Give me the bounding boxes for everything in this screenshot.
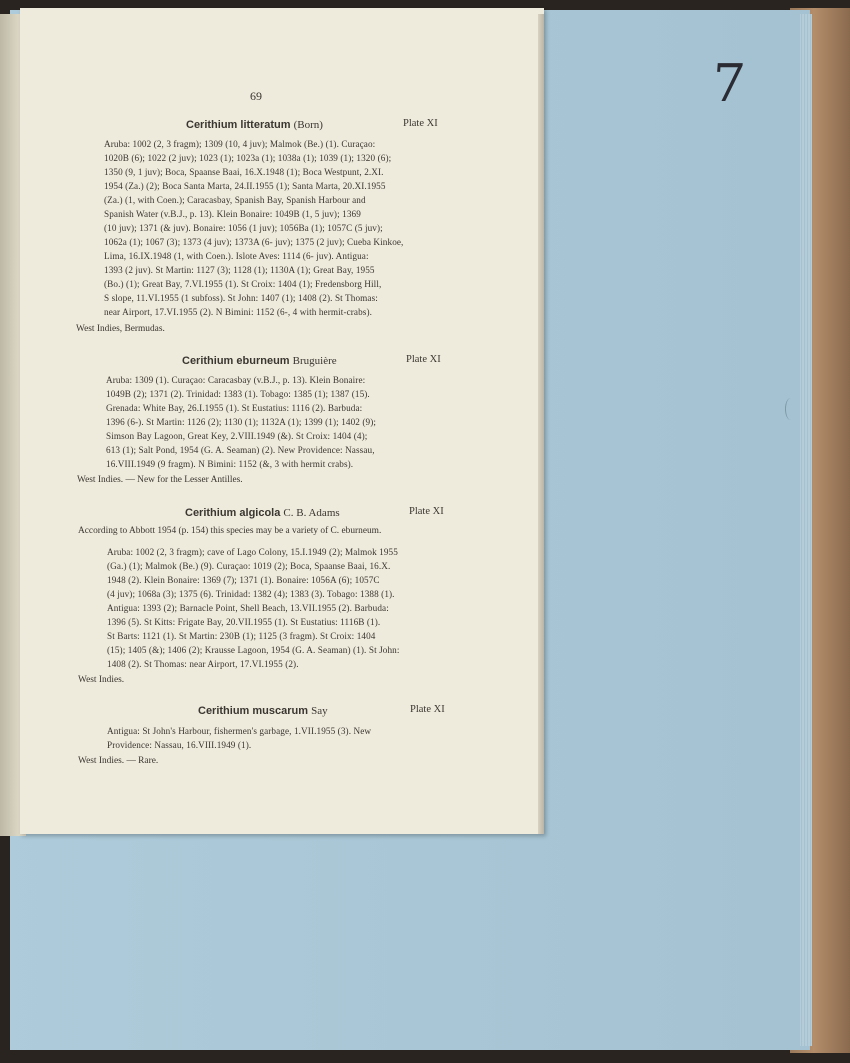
record-line: Spanish Water (v.B.J., p. 13). Klein Bonaire: 1049B (1, 5 juv); 1369 <box>104 209 361 219</box>
species-author: (Born) <box>293 119 323 131</box>
species-heading <box>185 507 340 519</box>
species-heading <box>186 119 323 131</box>
record-line: near Airport, 17.VI.1955 (2). N Bimini: 1152 (6-, 4 with hermit-crabs). <box>104 307 373 317</box>
record-line: St Barts: 1121 (1). St Martin: 230B (1); 1125 (3 fragm). St Croix: 1404 <box>107 631 376 641</box>
species-author: Bruguière <box>292 355 337 367</box>
distribution-text: West Indies, Bermudas. <box>76 324 165 334</box>
record-line: Antigua: 1393 (2); Barnacle Point, Shell Beach, 13.VII.1955 (2). Barbuda: <box>107 603 389 613</box>
plate-label: Plate XI <box>403 118 438 129</box>
record-line: Providence: Nassau, 16.VIII.1949 (1). <box>107 740 252 750</box>
record-line: (10 juv); 1371 (& juv). Bonaire: 1056 (1 juv); 1056Ba (1); 1057C (5 juv); <box>104 223 383 233</box>
species-name: Cerithium muscarum <box>198 705 309 717</box>
record-line: 1396 (6-). St Martin: 1126 (2); 1130 (1); 1132A (1); 1399 (1); 1402 (9); <box>106 417 377 427</box>
record-line: Aruba: 1002 (2, 3 fragm); 1309 (10, 4 juv); Malmok (Be.) (1). Curaçao: <box>104 139 376 149</box>
distribution-text: West Indies. <box>78 675 125 685</box>
record-line: Grenada: White Bay, 26.I.1955 (1). St Eustatius: 1116 (2). Barbuda: <box>106 403 363 413</box>
species-name: Cerithium eburneum <box>182 355 290 367</box>
handwritten-number: 7 <box>709 54 748 114</box>
record-line: Aruba: 1002 (2, 3 fragm); cave of Lago Colony, 15.I.1949 (2); Malmok 1955 <box>107 547 398 557</box>
record-line: 1062a (1); 1067 (3); 1373 (4 juv); 1373A (6- juv); 1375 (2 juv); Cueba Kinkoe, <box>104 237 404 247</box>
species-name: Cerithium litteratum <box>186 119 291 131</box>
record-line: 1350 (9, 1 juv); Boca, Spaanse Baai, 16.X.1948 (1); Boca Westpunt, 2.XI. <box>104 167 384 177</box>
record-line: 1020B (6); 1022 (2 juv); 1023 (1); 1023a (1); 1038a (1); 1039 (1); 1320 (6); <box>104 153 392 163</box>
record-line: (4 juv); 1068a (3); 1375 (6). Trinidad: 1382 (4); 1383 (3). Tobago: 1388 (1). <box>107 589 395 599</box>
record-line: Lima, 16.IX.1948 (1, with Coen.). Islote Aves: 1114 (6- juv). Antigua: <box>104 251 369 261</box>
plate-label: Plate XI <box>410 704 445 715</box>
page-edge-shadow <box>538 14 544 834</box>
plate-label: Plate XI <box>409 506 444 517</box>
plate-label: Plate XI <box>406 354 441 365</box>
species-heading <box>198 705 328 717</box>
record-line: 1408 (2). St Thomas: near Airport, 17.VI.1955 (2). <box>107 659 299 669</box>
record-line: (Ga.) (1); Malmok (Be.) (9). Curaçao: 1019 (2); Boca, Spaanse Baai, 16.X. <box>107 561 391 571</box>
record-line: (15); 1405 (&); 1406 (2); Krausse Lagoon, 1954 (G. A. Seaman) (1). St John: <box>107 645 400 655</box>
record-line: 1396 (5). St Kitts: Frigate Bay, 20.VII.1955 (1). St Eustatius: 1116B (1). <box>107 617 381 627</box>
species-heading <box>182 355 337 367</box>
record-line: 16.VIII.1949 (9 fragm). N Bimini: 1152 (&, 3 with hermit crabs). <box>106 459 354 469</box>
folder-page-stack <box>800 14 812 1046</box>
record-line: 1948 (2). Klein Bonaire: 1369 (7); 1371 (1). Bonaire: 1056A (6); 1057C <box>107 575 380 585</box>
record-line: S slope, 11.VI.1955 (1 subfoss). St John: 1407 (1); 1408 (2). St Thomas: <box>104 293 378 303</box>
distribution-text: West Indies. — New for the Lesser Antilles. <box>77 475 243 485</box>
record-line: 1049B (2); 1371 (2). Trinidad: 1383 (1). Tobago: 1385 (1); 1387 (15). <box>106 389 370 399</box>
record-line: 613 (1); Salt Pond, 1954 (G. A. Seaman) (2). New Providence: Nassau, <box>106 445 375 455</box>
page-number: 69 <box>250 89 262 103</box>
record-line: Simson Bay Lagoon, Great Key, 2.VIII.1949 (&). St Croix: 1404 (4); <box>106 431 368 441</box>
record-line: Aruba: 1309 (1). Curaçao: Caracasbay (v.B.J., p. 13). Klein Bonaire: <box>106 375 366 385</box>
species-name: Cerithium algicola <box>185 507 281 519</box>
distribution-text: West Indies. — Rare. <box>78 756 159 766</box>
record-line: Antigua: St John's Harbour, fishermen's garbage, 1.VII.1955 (3). New <box>107 726 372 736</box>
species-author: Say <box>311 705 328 717</box>
species-note: According to Abbott 1954 (p. 154) this species may be a variety of C. eburneum. <box>78 526 382 536</box>
record-line: 1954 (Za.) (2); Boca Santa Marta, 24.II.1955 (1); Santa Marta, 20.XI.1955 <box>104 181 386 191</box>
record-line: 1393 (2 juv). St Martin: 1127 (3); 1128 (1); 1130A (1); Great Bay, 1955 <box>104 265 375 275</box>
species-author: C. B. Adams <box>283 507 340 519</box>
margin-mark <box>785 398 796 420</box>
record-line: (Bo.) (1); Great Bay, 7.VI.1955 (1). St Croix: 1404 (1); Fredensborg Hill, <box>104 279 382 289</box>
record-line: (Za.) (1, with Coen.); Caracasbay, Spanish Bay, Spanish Harbour and <box>104 195 366 205</box>
